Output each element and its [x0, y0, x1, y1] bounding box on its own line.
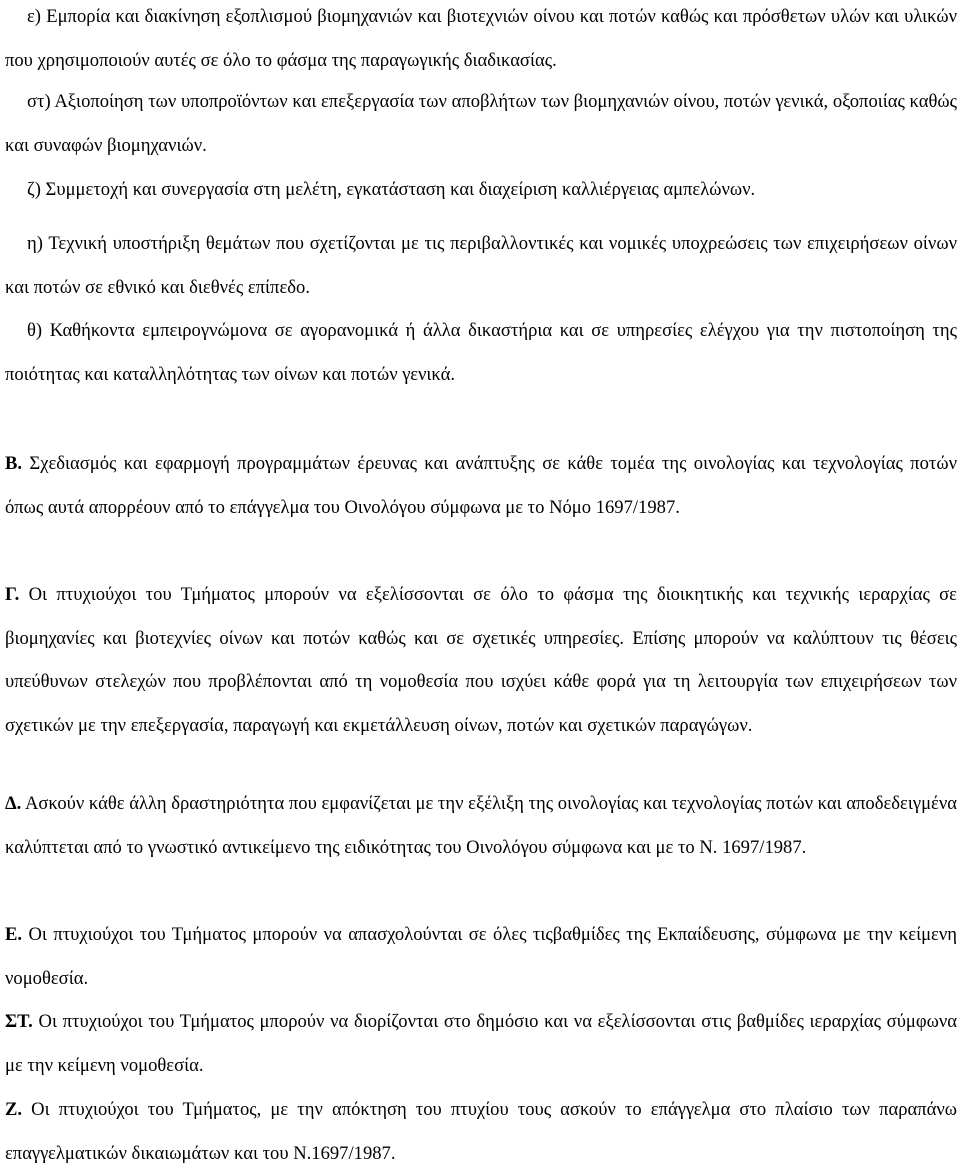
section-g	[5, 573, 957, 747]
section-b	[5, 442, 957, 529]
section-e-text: Οι πτυχιούχοι του Τμήματος μπορούν να απασχολούνται σε όλες τιςβαθμίδες της Εκπαίδευσης, σύμφωνα με την κείμενη νομοθεσία.	[5, 924, 957, 989]
section-e	[5, 913, 957, 1000]
section-z-marker: Ζ.	[5, 1099, 23, 1120]
section-st-marker: ΣΤ.	[5, 1011, 33, 1032]
section-e-marker: Ε.	[5, 924, 23, 945]
list-item-st: στ) Αξιοποίηση των υποπροϊόντων και επεξεργασία των αποβλήτων των βιομηχανιών οίνου, ποτών γενικά, οξοποιίας καθώς και συναφών βιομηχανιών.	[5, 91, 957, 156]
section-st	[5, 1000, 957, 1087]
list-item-eta: η) Τεχνική υποστήριξη θεμάτων που σχετίζονται με τις περιβαλλοντικές και νομικές υποχρεώσεις των επιχειρήσεων οίνων και ποτών σε εθνικό και διεθνές επίπεδο.	[5, 233, 957, 298]
section-z-text: Οι πτυχιούχοι του Τμήματος, με την απόκτηση του πτυχίου τους ασκούν το επάγγελμα στο πλαίσιο των παραπάνω επαγγελματικών δικαιωμάτων και του Ν.1697/1987.	[5, 1099, 957, 1164]
section-d-marker: Δ.	[5, 793, 22, 814]
list-item-epsilon: ε) Εμπορία και διακίνηση εξοπλισμού βιομηχανιών και βιοτεχνιών οίνου και ποτών καθώς και πρόσθετων υλών και υλικών που χρησιμοποιούν αυτές σε όλο το φάσμα της παραγωγικής διαδικασίας.	[5, 6, 957, 71]
section-g-text: Οι πτυχιούχοι του Τμήματος μπορούν να εξελίσσονται σε όλο το φάσμα της διοικητικής και τεχνικής ιεραρχίας σε βιομηχανίες και βιοτεχνίες οίνων και ποτών καθώς και σε σχετικές υπηρεσίες. Επίσης μπορούν να καλύπτουν τις θέσεις υπεύθυνων στελεχών που προβλέπονται από τη νομοθεσία που ισχύει κάθε φορά για τη λειτουργία των επιχειρήσεων των σχετικών με την επεξεργασία, παραγωγή και εκμετάλλευση οίνων, ποτών και σχετικών παραγώγων.	[5, 584, 957, 736]
section-b-marker: Β.	[5, 453, 23, 474]
section-st-text: Οι πτυχιούχοι του Τμήματος μπορούν να διορίζονται στο δημόσιο και να εξελίσσονται στις βαθμίδες ιεραρχίας σύμφωνα με την κείμενη νομοθεσία.	[5, 1011, 957, 1076]
list-item-theta: θ) Καθήκοντα εμπειρογνώμονα σε αγορανομικά ή άλλα δικαστήρια και σε υπηρεσίες ελέγχου για την πιστοποίηση της ποιότητας και καταλληλότητας των οίνων και ποτών γενικά.	[5, 320, 957, 385]
section-z	[5, 1088, 957, 1175]
section-g-marker: Γ.	[5, 584, 20, 605]
list-item-zeta: ζ) Συμμετοχή και συνεργασία στη μελέτη, εγκατάσταση και διαχείριση καλλιέργειας αμπελώνων.	[27, 179, 756, 200]
section-d	[5, 782, 957, 869]
section-b-text: Σχεδιασμός και εφαρμογή προγραμμάτων έρευνας και ανάπτυξης σε κάθε τομέα της οινολογίας και τεχνολογίας ποτών όπως αυτά απορρέουν από το επάγγελμα του Οινολόγου σύμφωνα με το Νόμο 1697/1987.	[5, 453, 957, 518]
section-d-text: Ασκούν κάθε άλλη δραστηριότητα που εμφανίζεται με την εξέλιξη της οινολογίας και τεχνολογίας ποτών και αποδεδειγμένα καλύπτεται από το γνωστικό αντικείμενο της ειδικότητας του Οινολόγου σύμφωνα και με το Ν. 1697/1987.	[5, 793, 957, 858]
